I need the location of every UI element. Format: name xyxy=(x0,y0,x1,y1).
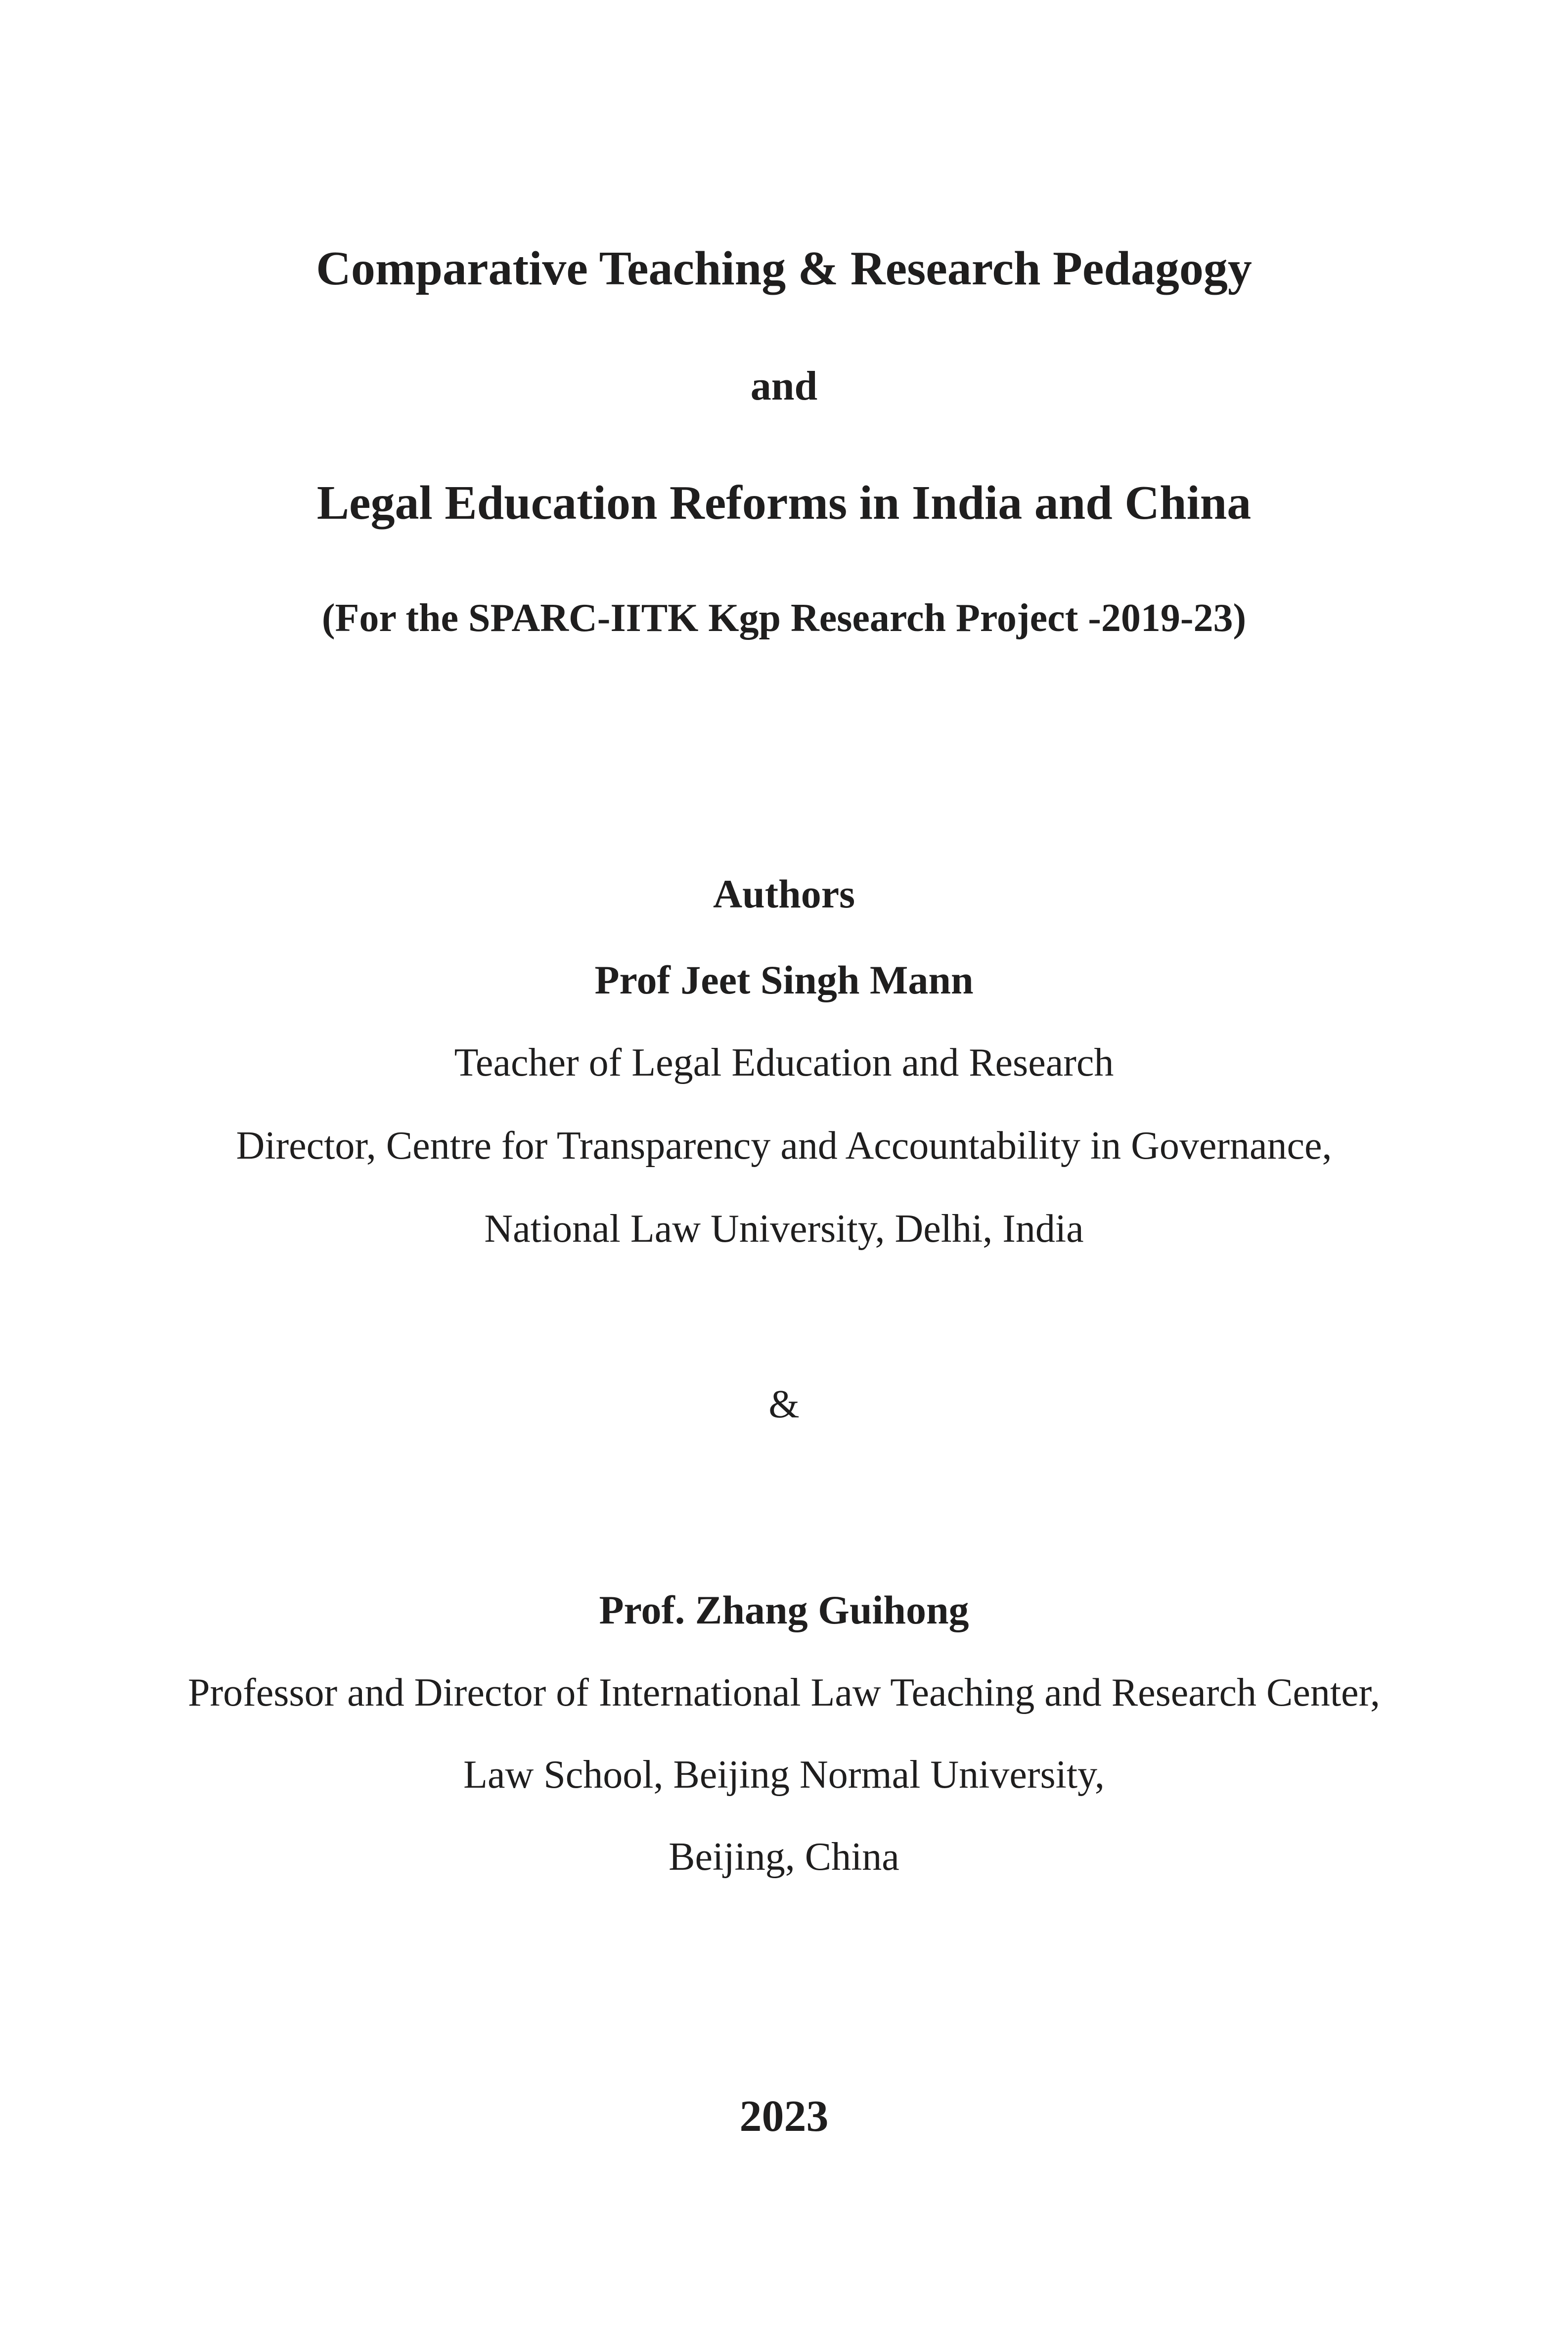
author-1-affiliation-2: National Law University, Delhi, India xyxy=(484,1207,1084,1251)
author-2-name: Prof. Zhang Guihong xyxy=(599,1587,969,1632)
page-title-line-1: Comparative Teaching & Research Pedagogy xyxy=(316,242,1252,295)
authors-heading: Authors xyxy=(713,871,855,916)
author-2-affiliation-2: Beijing, China xyxy=(669,1835,899,1879)
author-2-role: Professor and Director of International Law Teaching and Research Center, xyxy=(187,1671,1380,1714)
project-subtitle: (For the SPARC-IITK Kgp Research Project -2019-23) xyxy=(321,596,1247,640)
authors-separator-ampersand: & xyxy=(768,1383,800,1426)
author-1-affiliation-1: Director, Centre for Transparency and Accountability in Governance, xyxy=(236,1124,1332,1168)
author-1-role: Teacher of Legal Education and Research xyxy=(454,1041,1114,1084)
title-connector: and xyxy=(750,363,818,409)
author-1-name: Prof Jeet Singh Mann xyxy=(594,957,974,1002)
page-title-line-2: Legal Education Reforms in India and China xyxy=(316,476,1252,530)
author-2-affiliation-1: Law School, Beijing Normal University, xyxy=(463,1753,1105,1797)
publication-year: 2023 xyxy=(739,2092,829,2141)
